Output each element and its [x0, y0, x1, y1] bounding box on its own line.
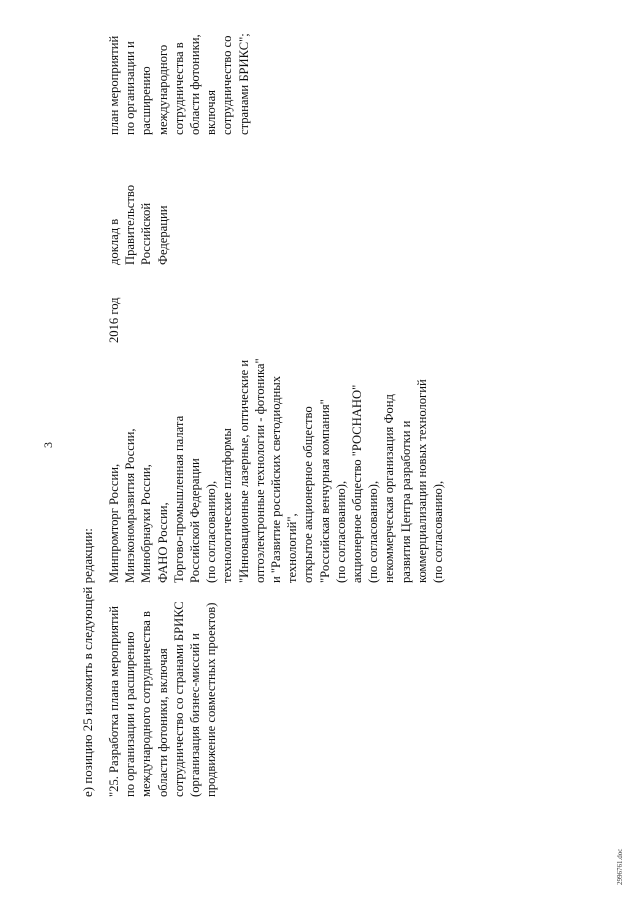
- executor-item: (по согласованию),: [431, 480, 446, 583]
- executor-item: ФАНО России,: [155, 502, 170, 583]
- intro-text: е) позицию 25 изложить в следующей редакции:: [80, 528, 95, 797]
- executor-item: технологические платформы "Инновационные лазерные, оптические и оптоэлектронные технологии - фотоника" и "Развитие российских светодиодных технологий",: [220, 358, 300, 583]
- outcome-text: план мероприятий по организации и расширению международного сотрудничества в области фотоники, включая сотрудничество со странами БРИКС";: [107, 33, 251, 135]
- outcome-column: [106, 25, 252, 135]
- executor-item: Минэкономразвития России,: [123, 428, 138, 583]
- executor-item: акционерное общество "РОСНАНО": [350, 384, 365, 583]
- executor-item: (по согласованию),: [366, 480, 381, 583]
- executor-item: открытое акционерное общество "Российская венчурная компания": [301, 399, 332, 583]
- executor-item: (по согласованию),: [204, 480, 219, 583]
- executor-item: Минпромторг России,: [107, 463, 121, 583]
- page-number: 3: [41, 442, 55, 448]
- deadline-text: 2016 год: [107, 297, 121, 343]
- result-text: доклад в Правительство Российской Федерации: [107, 184, 170, 265]
- executor-item: некоммерческая организация Фонд развития Центра разработки и коммерциализации новых технологий: [382, 379, 429, 583]
- executor-item: Минобрнауки России,: [139, 464, 154, 583]
- deadline-column: [106, 273, 122, 343]
- measure-column: [106, 597, 219, 797]
- file-footer: 2996761.doc: [616, 848, 624, 885]
- executor-item: Торгово-промышленная палата Российской Федерации: [171, 415, 203, 583]
- result-column: [106, 165, 171, 265]
- executors-column: [106, 357, 446, 583]
- measure-text: "25. Разработка плана мероприятий по организации и расширению международного сотрудничества в области фотоники, включая сотрудничество со странами БРИКС (организация бизнес-миссий и продвижение совместных проектов): [107, 601, 219, 797]
- executor-item: (по согласованию),: [333, 480, 348, 583]
